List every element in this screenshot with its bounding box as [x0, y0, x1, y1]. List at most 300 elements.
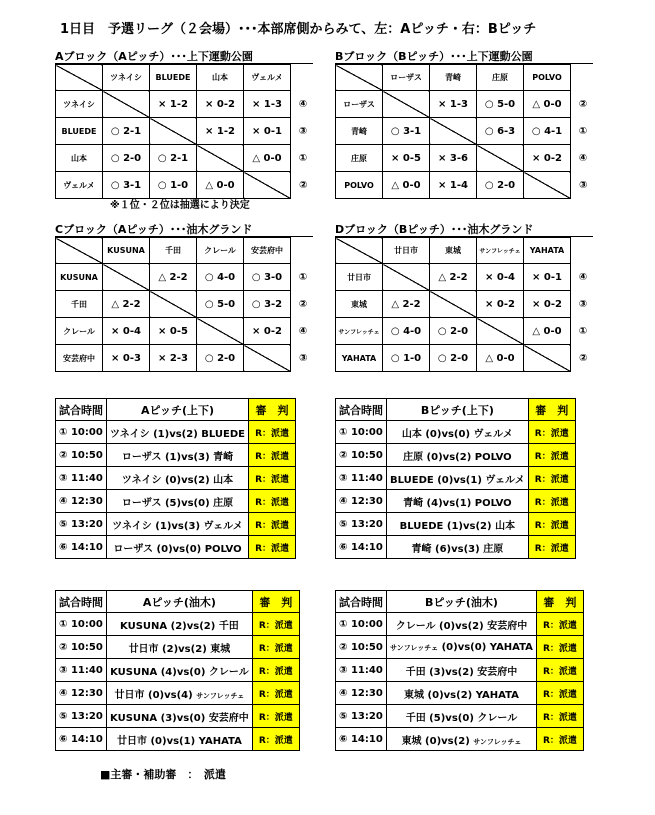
home-team: 廿日市 — [116, 735, 147, 747]
block-b-table — [335, 64, 593, 199]
home-score: 0 — [169, 474, 177, 486]
match-pairing: 青崎 (6)vs(3) 庄原 — [387, 536, 529, 559]
away-team: POLVO — [474, 451, 512, 463]
away-score: 2 — [203, 620, 211, 632]
row-team: 東城 — [336, 291, 383, 318]
referee-cell: R：派遣 — [249, 513, 296, 536]
referee-cell: R：派遣 — [536, 705, 583, 728]
result-cell: △ 2-2 — [103, 291, 150, 318]
match-time: 10:50 — [70, 641, 103, 653]
match-slot — [336, 728, 387, 751]
table-row — [336, 682, 584, 705]
schedule-table — [335, 398, 576, 559]
home-team: ツネイシ — [112, 520, 152, 532]
away-score: 2 — [460, 689, 468, 701]
self-cell — [103, 91, 150, 118]
away-team: 安芸府中 — [208, 712, 249, 724]
home-score: 0 — [161, 543, 169, 555]
match-pairing: KUSUNA (4)vs(0) クレール — [107, 659, 253, 682]
match-time: 10:50 — [350, 449, 383, 461]
result-cell: ○ 3-1 — [103, 172, 150, 199]
row-team: BLUEDE — [56, 118, 103, 145]
match-slot — [56, 705, 107, 728]
away-team: 千田 — [218, 620, 239, 632]
header-time: 試合時間 — [336, 591, 387, 613]
away-score: 0 — [474, 641, 482, 653]
away-team: ヴェルメ — [203, 520, 243, 532]
rank: ③ — [579, 179, 588, 191]
row-team: クレール — [56, 318, 103, 345]
result-cell: ○ 5-0 — [477, 91, 524, 118]
match-number: ④ — [339, 495, 348, 507]
match-time: 10:00 — [350, 618, 383, 630]
spacer — [571, 65, 593, 91]
home-team: 庄原 — [403, 451, 424, 463]
match-slot — [336, 705, 387, 728]
block-a-title: Aブロック（Aピッチ）･･･上下運動公園 — [55, 50, 313, 64]
away-score: 1 — [459, 497, 467, 509]
referee-cell: R：派遣 — [536, 659, 583, 682]
match-time: 12:30 — [350, 687, 383, 699]
table-row — [56, 536, 296, 559]
col-team: 廿日市 — [383, 238, 430, 264]
table-row — [336, 513, 576, 536]
header-pitch: Bピッチ(油木) — [387, 591, 537, 613]
row-team: 庄原 — [336, 145, 383, 172]
home-score: 0 — [432, 689, 440, 701]
result-cell: × 0-5 — [383, 145, 430, 172]
row-team: POLVO — [336, 172, 383, 199]
result-cell: ○ 5-0 — [197, 291, 244, 318]
match-slot — [336, 467, 387, 490]
table-row — [336, 444, 576, 467]
result-cell: △ 0-0 — [383, 172, 430, 199]
home-team: 山本 — [401, 428, 422, 440]
spacer — [291, 65, 313, 91]
table-row — [336, 421, 576, 444]
result-cell: ○ 2-0 — [430, 345, 477, 372]
result-cell: × 0-2 — [477, 291, 524, 318]
match-time: 12:30 — [70, 495, 103, 507]
result-cell: × 0-2 — [197, 91, 244, 118]
away-team: POLVO — [204, 543, 242, 555]
match-time: 13:20 — [350, 710, 383, 722]
referee-cell: R：派遣 — [536, 613, 583, 636]
referee-cell: R：派遣 — [528, 513, 575, 536]
row-team: 山本 — [56, 145, 103, 172]
home-score: 6 — [439, 543, 447, 555]
result-cell: × 3-6 — [430, 145, 477, 172]
match-time: 13:20 — [70, 710, 103, 722]
result-cell: ○ 4-0 — [197, 264, 244, 291]
match-pairing: 廿日市 (0)vs(1) YAHATA — [107, 728, 253, 751]
match-time: 10:00 — [70, 426, 103, 438]
match-number: ④ — [59, 495, 68, 507]
match-slot — [336, 421, 387, 444]
home-team: KUSUNA — [110, 712, 158, 724]
header-referee: 審 判 — [536, 591, 583, 613]
rank: ① — [298, 271, 308, 283]
match-slot — [56, 536, 107, 559]
away-team: ヴェルメ — [473, 428, 513, 440]
schedule-a-pitch-yuki — [55, 590, 300, 751]
table-row — [336, 728, 584, 751]
match-time: 14:10 — [70, 733, 103, 745]
self-cell — [383, 264, 430, 291]
match-number: ⑥ — [59, 541, 68, 553]
table-row — [56, 490, 296, 513]
home-team: KUSUNA — [110, 666, 158, 678]
match-slot — [56, 636, 107, 659]
match-slot — [56, 682, 107, 705]
col-team: サンフレッチェ — [477, 238, 524, 264]
home-score: 5 — [433, 712, 441, 724]
result-cell: △ 0-0 — [244, 145, 291, 172]
match-pairing: 千田 (3)vs(2) 安芸府中 — [387, 659, 537, 682]
block-c — [55, 223, 313, 372]
home-score: 1 — [169, 451, 177, 463]
self-cell — [197, 318, 244, 345]
away-team: BLUEDE — [201, 428, 246, 440]
row-team: 青崎 — [336, 118, 383, 145]
header-time: 試合時間 — [56, 399, 107, 421]
match-time: 14:10 — [350, 733, 383, 745]
self-cell — [477, 145, 524, 172]
away-score: 1 — [183, 735, 191, 747]
col-team: ローザス — [383, 65, 430, 91]
schedule-table — [335, 590, 584, 751]
home-team: 青崎 — [403, 497, 424, 509]
table-row — [56, 705, 300, 728]
result-cell: ○ 2-0 — [197, 345, 244, 372]
self-cell — [150, 291, 197, 318]
away-score: 2 — [459, 451, 467, 463]
away-team: サンフレッチェ — [196, 691, 245, 700]
self-cell — [477, 318, 524, 345]
header-pitch: Aピッチ(上下) — [107, 399, 249, 421]
schedule-b-pitch-yuki — [335, 590, 584, 751]
match-time: 10:50 — [350, 641, 383, 653]
away-score: 1 — [470, 474, 478, 486]
away-team: サンフレッチェ — [473, 737, 522, 746]
home-score: 3 — [433, 666, 441, 678]
corner-cell — [56, 65, 103, 91]
schedule-table — [55, 398, 296, 559]
header-time: 試合時間 — [336, 399, 387, 421]
home-score: 0 — [446, 641, 454, 653]
block-b — [335, 50, 593, 199]
match-number: ② — [339, 449, 348, 461]
match-time: 12:30 — [70, 687, 103, 699]
table-row — [336, 536, 576, 559]
home-team: BLUEDE — [399, 520, 444, 532]
match-time: 10:00 — [350, 426, 383, 438]
col-team: 東城 — [430, 238, 477, 264]
block-d-table — [335, 237, 593, 372]
table-row — [336, 490, 576, 513]
match-pairing: 千田 (5)vs(0) クレール — [387, 705, 537, 728]
match-time: 13:20 — [350, 518, 383, 530]
row-team: サンフレッチェ — [336, 318, 383, 345]
self-cell — [383, 91, 430, 118]
row-team: ツネイシ — [56, 91, 103, 118]
referee-cell: R：派遣 — [528, 536, 575, 559]
match-slot — [56, 467, 107, 490]
home-score: 1 — [159, 520, 167, 532]
self-cell — [197, 145, 244, 172]
result-cell: △ 0-0 — [197, 172, 244, 199]
rank: ④ — [298, 98, 308, 110]
result-cell: ○ 2-0 — [477, 172, 524, 199]
referee-cell: R：派遣 — [252, 659, 299, 682]
result-cell: × 1-2 — [197, 118, 244, 145]
referee-cell: R：派遣 — [536, 682, 583, 705]
referee-cell: R：派遣 — [249, 536, 296, 559]
match-number: ⑤ — [59, 710, 68, 722]
away-score: 2 — [458, 735, 466, 747]
table-row — [56, 421, 296, 444]
referee-cell: R：派遣 — [252, 636, 299, 659]
rank: ③ — [299, 352, 308, 364]
home-team: 東城 — [404, 689, 425, 701]
rank: ② — [579, 352, 588, 364]
home-score: 3 — [165, 712, 173, 724]
match-pairing: 東城 (0)vs(2) サンフレッチェ — [387, 728, 537, 751]
result-cell: ○ 4-1 — [524, 118, 571, 145]
table-row — [56, 682, 300, 705]
home-team: クレール — [395, 620, 436, 632]
match-slot — [336, 444, 387, 467]
table-row — [336, 636, 584, 659]
rank: ② — [298, 298, 308, 310]
referee-cell: R：派遣 — [528, 444, 575, 467]
result-cell: ○ 2-0 — [430, 318, 477, 345]
match-number: ③ — [339, 472, 348, 484]
corner-cell — [336, 238, 383, 264]
match-number: ⑥ — [339, 733, 348, 745]
col-team: 庄原 — [477, 65, 524, 91]
table-row — [56, 728, 300, 751]
away-team: 山本 — [495, 520, 516, 532]
rank: ④ — [578, 271, 588, 283]
header-referee: 審 判 — [252, 591, 299, 613]
away-score: 4 — [181, 689, 189, 701]
match-slot — [56, 513, 107, 536]
match-pairing: BLUEDE (1)vs(2) 山本 — [387, 513, 529, 536]
away-score: 2 — [472, 620, 480, 632]
match-time: 10:50 — [70, 449, 103, 461]
rank: ④ — [298, 325, 308, 337]
home-team: BLUEDE — [390, 474, 434, 486]
self-cell — [103, 264, 150, 291]
match-pairing: KUSUNA (3)vs(0) 安芸府中 — [107, 705, 253, 728]
home-team: ツネイシ — [110, 428, 150, 440]
col-team: ヴェルメ — [244, 65, 291, 91]
referee-cell: R：派遣 — [528, 421, 575, 444]
match-number: ③ — [339, 664, 348, 676]
away-team: クレール — [208, 666, 249, 678]
match-number: ⑤ — [339, 518, 348, 530]
away-score: 0 — [193, 666, 201, 678]
col-team: 千田 — [150, 238, 197, 264]
away-score: 2 — [480, 520, 488, 532]
row-team: 千田 — [56, 291, 103, 318]
away-team: ヴェルメ — [485, 474, 525, 486]
schedule-b-pitch-kamige — [335, 398, 576, 559]
result-cell: ○ 4-0 — [383, 318, 430, 345]
block-c-title: Cブロック（Aピッチ）･･･油木グランド — [55, 223, 313, 237]
match-number: ④ — [59, 687, 68, 699]
col-team: 青崎 — [430, 65, 477, 91]
row-team: KUSUNA — [56, 264, 103, 291]
result-cell: ○ 1-0 — [383, 345, 430, 372]
away-score: 2 — [186, 428, 194, 440]
table-row — [336, 613, 584, 636]
rank: ③ — [298, 125, 308, 137]
home-team: 東城 — [401, 735, 422, 747]
col-team: クレール — [197, 238, 244, 264]
page-title: 1日目 予選リーグ（２会場）･･･本部席側からみて、左：Aピッチ・右：Bピッチ — [60, 22, 537, 37]
match-pairing: サンフレッチェ (0)vs(0) YAHATA — [387, 636, 537, 659]
away-score: 0 — [458, 428, 466, 440]
block-b-title: Bブロック（Bピッチ）･･･上下運動公園 — [335, 50, 593, 64]
away-team: 庄原 — [213, 497, 234, 509]
table-row — [56, 613, 300, 636]
match-number: ② — [59, 449, 68, 461]
match-pairing: クレール (0)vs(2) 安芸府中 — [387, 613, 537, 636]
col-team: ツネイシ — [103, 65, 150, 91]
table-row — [56, 513, 296, 536]
match-slot — [56, 444, 107, 467]
home-team: 廿日市 — [128, 643, 159, 655]
away-team: クレール — [477, 712, 518, 724]
result-cell: △ 2-2 — [150, 264, 197, 291]
result-cell: ○ 3-0 — [244, 264, 291, 291]
table-row — [336, 467, 576, 490]
home-team: 廿日市 — [114, 689, 145, 701]
match-pairing: 青崎 (4)vs(1) POLVO — [387, 490, 529, 513]
away-team: 安芸府中 — [487, 620, 528, 632]
match-number: ⑥ — [339, 541, 348, 553]
result-cell: ○ 2-1 — [103, 118, 150, 145]
away-team: 安芸府中 — [477, 666, 518, 678]
match-pairing: 廿日市 (0)vs(4) サンフレッチェ — [107, 682, 253, 705]
result-cell: × 0-2 — [244, 318, 291, 345]
lottery-note: ※１位・２位は抽選により決定 — [110, 200, 250, 211]
referee-cell: R：派遣 — [252, 705, 299, 728]
table-row — [336, 705, 584, 728]
block-a — [55, 50, 313, 199]
away-score: 3 — [188, 520, 196, 532]
referee-cell: R：派遣 — [252, 613, 299, 636]
referee-cell: R：派遣 — [536, 728, 583, 751]
match-slot — [56, 728, 107, 751]
row-team: ヴェルメ — [56, 172, 103, 199]
rank: ④ — [578, 152, 588, 164]
col-team: 山本 — [197, 65, 244, 91]
rank: ② — [578, 98, 588, 110]
match-time: 10:00 — [70, 618, 103, 630]
self-cell — [150, 118, 197, 145]
row-team: 安芸府中 — [56, 345, 103, 372]
home-score: 1 — [451, 520, 459, 532]
away-score: 2 — [462, 666, 470, 678]
home-score: 0 — [429, 428, 437, 440]
table-row — [56, 444, 296, 467]
corner-cell — [56, 238, 103, 264]
referee-cell: R：派遣 — [252, 682, 299, 705]
result-cell: ○ 2-0 — [103, 145, 150, 172]
referee-cell: R：派遣 — [249, 421, 296, 444]
home-score: 4 — [165, 666, 173, 678]
match-slot — [336, 613, 387, 636]
result-cell: × 2-3 — [150, 345, 197, 372]
away-score: 2 — [198, 474, 206, 486]
home-team: 千田 — [405, 666, 426, 678]
self-cell — [430, 118, 477, 145]
header-time: 試合時間 — [56, 591, 107, 613]
match-pairing: BLUEDE (0)vs(1) ヴェルメ — [387, 467, 529, 490]
result-cell: △ 2-2 — [383, 291, 430, 318]
home-score: 0 — [152, 689, 160, 701]
table-row — [336, 659, 584, 682]
home-team: ローザス — [113, 543, 154, 555]
match-number: ② — [59, 641, 68, 653]
referee-cell: R：派遣 — [536, 636, 583, 659]
home-team: 青崎 — [411, 543, 432, 555]
row-team: 廿日市 — [336, 264, 383, 291]
col-team: 安芸府中 — [244, 238, 291, 264]
schedule-a-pitch-kamige — [55, 398, 296, 559]
match-number: ① — [339, 618, 348, 630]
match-slot — [56, 421, 107, 444]
referee-cell: R：派遣 — [249, 467, 296, 490]
result-cell: × 0-2 — [524, 291, 571, 318]
result-cell: △ 2-2 — [430, 264, 477, 291]
self-cell — [244, 345, 291, 372]
match-pairing: ローザス (1)vs(3) 青崎 — [107, 444, 249, 467]
result-cell: ○ 2-1 — [150, 145, 197, 172]
match-slot — [336, 536, 387, 559]
away-score: 0 — [462, 712, 470, 724]
match-time: 11:40 — [70, 664, 103, 676]
match-slot — [56, 659, 107, 682]
match-time: 11:40 — [70, 472, 103, 484]
col-team: BLUEDE — [150, 65, 197, 91]
away-team: 庄原 — [483, 543, 504, 555]
match-slot — [336, 490, 387, 513]
away-score: 3 — [468, 543, 476, 555]
home-team: サンフレッチェ — [390, 643, 439, 652]
result-cell: × 0-5 — [150, 318, 197, 345]
match-time: 11:40 — [350, 472, 383, 484]
away-team: YAHATA — [489, 641, 533, 653]
table-row — [56, 467, 296, 490]
match-number: ③ — [59, 472, 68, 484]
self-cell — [430, 291, 477, 318]
result-cell: × 0-2 — [524, 145, 571, 172]
match-number: ⑤ — [59, 518, 68, 530]
result-cell: × 1-2 — [150, 91, 197, 118]
home-team: KUSUNA — [120, 620, 168, 632]
home-score: 0 — [431, 451, 439, 463]
result-cell: × 0-4 — [103, 318, 150, 345]
match-slot — [336, 682, 387, 705]
match-pairing: ツネイシ (1)vs(3) ヴェルメ — [107, 513, 249, 536]
home-score: 0 — [441, 474, 449, 486]
spacer — [571, 238, 593, 264]
home-team: ローザス — [121, 497, 162, 509]
